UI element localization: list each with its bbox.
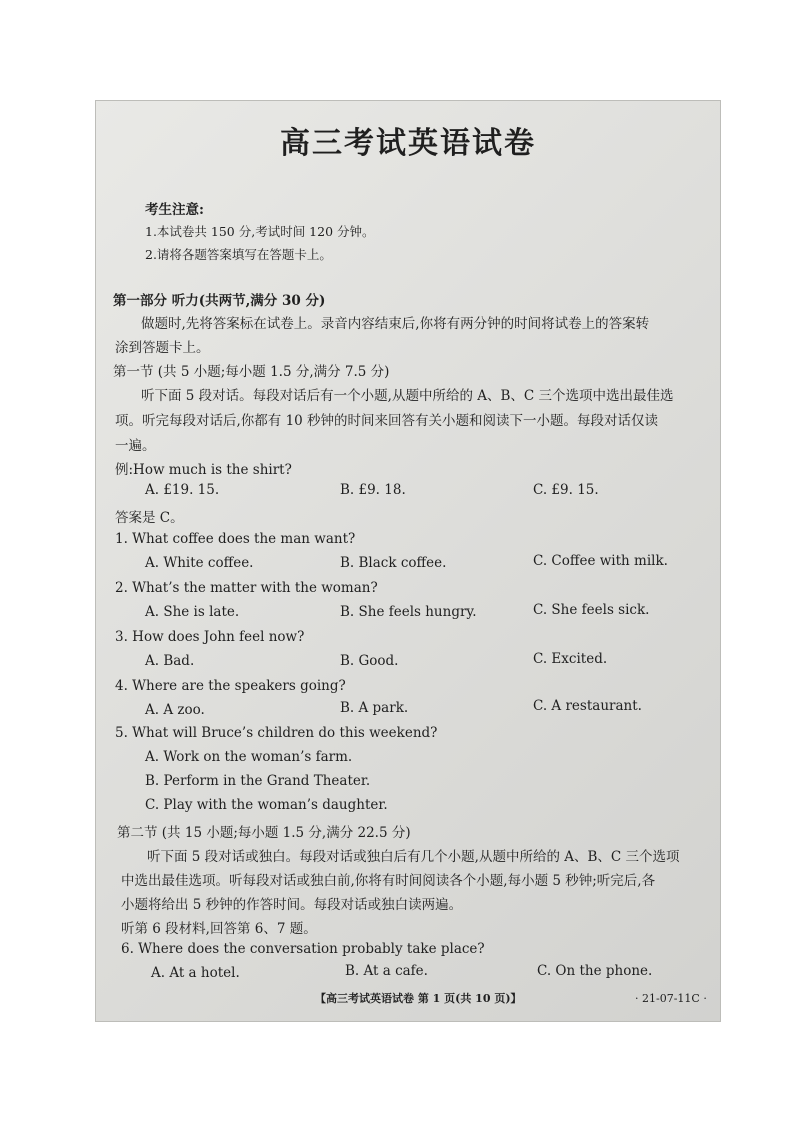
q1-option-c: C. Coffee with milk. [533,553,668,569]
q3-option-c: C. Excited. [533,651,608,667]
q5-option-c: C. Play with the woman’s daughter. [145,797,388,813]
q1-option-a: A. White coffee. [145,555,254,571]
example-question: 例:How much is the shirt? [115,462,292,478]
q6-option-c: C. On the phone. [537,963,653,979]
exam-title: 高三考试英语试卷 [280,126,536,161]
section2-heading: 第二节 (共 15 小题;每小题 1.5 分,满分 22.5 分) [117,825,411,841]
q2-option-c: C. She feels sick. [533,602,650,618]
example-answer: 答案是 C。 [115,510,184,526]
q2-option-b: B. She feels hungry. [340,604,477,620]
q6-option-a: A. At a hotel. [151,965,240,981]
example-option-a: A. £19. 15. [145,482,220,498]
q4-option-a: A. A zoo. [145,702,205,718]
section1-instruction-line-2: 项。听完每段对话后,你都有 10 秒钟的时间来回答有关小题和阅读下一小题。每段对话仅读 [115,413,659,429]
question-2: 2. What’s the matter with the woman? [115,580,378,596]
q3-option-b: B. Good. [340,653,399,669]
part1-instruction-line-2: 涂到答题卡上。 [115,340,210,356]
exam-page [95,100,721,1022]
section2-material: 听第 6 段材料,回答第 6、7 题。 [121,921,317,937]
notice-heading: 考生注意: [145,202,204,218]
section2-instruction-line-1: 听下面 5 段对话或独白。每段对话或独白后有几个小题,从题中所给的 A、B、C 三个选项 [147,849,680,865]
question-4: 4. Where are the speakers going? [115,678,346,694]
example-option-b: B. £9. 18. [340,482,406,498]
q5-option-a: A. Work on the woman’s farm. [145,749,353,765]
section1-instruction-line-1: 听下面 5 段对话。每段对话后有一个小题,从题中所给的 A、B、C 三个选项中选出最佳选 [141,388,674,404]
notice-line-2: 2.请将各题答案填写在答题卡上。 [145,247,332,262]
question-3: 3. How does John feel now? [115,629,305,645]
section1-instruction-line-3: 一遍。 [115,438,156,454]
question-5: 5. What will Bruce’s children do this weekend? [115,725,438,741]
example-option-c: C. £9. 15. [533,482,599,498]
q2-option-a: A. She is late. [145,604,240,620]
part1-instruction-line-1: 做题时,先将答案标在试卷上。录音内容结束后,你将有两分钟的时间将试卷上的答案转 [141,316,650,332]
q4-option-b: B. A park. [340,700,409,716]
section2-instruction-line-3: 小题将给出 5 秒钟的作答时间。每段对话或独白读两遍。 [121,897,463,913]
q5-option-b: B. Perform in the Grand Theater. [145,773,371,789]
question-1: 1. What coffee does the man want? [115,531,356,547]
q1-option-b: B. Black coffee. [340,555,447,571]
question-6: 6. Where does the conversation probably take place? [121,941,485,957]
page-footer: 【高三考试英语试卷 第 1 页(共 10 页)】 [315,992,522,1005]
q3-option-a: A. Bad. [145,653,195,669]
q6-option-b: B. At a cafe. [345,963,428,979]
notice-line-1: 1.本试卷共 150 分,考试时间 120 分钟。 [145,224,375,239]
section2-instruction-line-2: 中选出最佳选项。听每段对话或独白前,你将有时间阅读各个小题,每小题 5 秒钟;听完后,各 [121,873,656,889]
part1-heading: 第一部分 听力(共两节,满分 30 分) [113,293,326,309]
exam-code: · 21-07-11C · [635,992,707,1005]
section1-heading: 第一节 (共 5 小题;每小题 1.5 分,满分 7.5 分) [113,364,390,380]
q4-option-c: C. A restaurant. [533,698,642,714]
